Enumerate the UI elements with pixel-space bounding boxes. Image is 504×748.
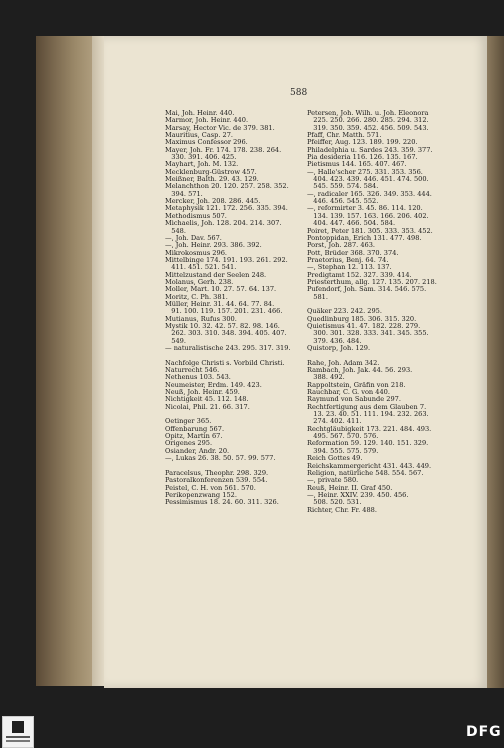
index-line: 581. [307,292,328,301]
index-line: Rauchbar, C. G. von 440. [307,388,390,397]
index-line: Perikopenzwang 152. [165,490,237,499]
index-line: Mikrokosmus 296. [165,248,227,257]
index-line: Peistel, C. H. von 561. 570. [165,483,256,492]
index-line: 379. 436. 484. [307,336,362,345]
index-line: 274. 402. 411. [307,417,362,426]
index-line: Mittelbinge 174. 191. 193. 261. 292. [165,255,288,264]
index-line: Rambach, Joh. Jak. 44. 56. 293. [307,366,413,375]
index-line: 548. [165,226,186,235]
index-line: Metaphysik 121. 172. 256. 335. 394. [165,204,288,213]
index-line: Mutianus, Rufus 300. [165,314,237,323]
index-line: —, Halle'scher 275. 331. 353. 356. [307,167,423,176]
index-line: Oetinger 365. [165,417,212,426]
index-line: Quedlinburg 185. 306. 315. 320. [307,314,417,323]
index-line: 225. 250. 266. 280. 285. 294. 312. [307,116,429,125]
index-line: Neuß, Joh. Heinr. 459. [165,388,240,397]
index-line: Mystik 10. 32. 42. 57. 82. 98. 146. [165,321,280,330]
index-line: Pietismus 144. 165. 407. 467. [307,160,407,169]
index-line: Mittelzustand der Seelen 248. [165,270,267,279]
index-line: Religion, natürliche 548. 554. 567. [307,468,424,477]
index-line: —, Heinr. XXIV. 239. 450. 456. [307,490,409,499]
index-line: Rappoltstein, Gräfin von 218. [307,380,406,389]
page-edge-right [487,36,504,688]
index-line: Pott, Brüder 368. 370. 374. [307,248,399,257]
index-line: Offenbarung 567. [165,424,225,433]
index-line: Moritz, C. Ph. 381. [165,292,228,301]
index-line: Mayer, Joh. Fr. 174. 178. 238. 264. [165,145,282,154]
index-line: Naturrecht 546. [165,366,220,375]
index-line: Michaelis, Joh. 128. 204. 214. 307. [165,219,282,228]
index-line: Poiret, Peter 181. 305. 333. 353. 452. [307,226,433,235]
index-line: Molanus, Gerh. 238. [165,277,234,286]
index-line: Pufendorf, Joh. Sam. 314. 546. 575. [307,285,427,294]
index-line: — naturalistische 243. 295. 317. 319. [165,344,291,352]
index-line: Reich Gottes 49. [307,454,363,463]
index-line: Nichtigkeit 45. 112. 148. [165,395,249,404]
index-line: 388. 492. [307,373,345,382]
index-line: Müller, Heinr. 31. 44. 64. 77. 84. [165,299,275,308]
index-line: 300. 301. 328. 333. 341. 345. 355. [307,329,429,338]
index-line: 508. 520. 531. [307,498,362,507]
dfg-logo: DFG [466,724,502,740]
index-line: —, reformirter 3. 45. 86. 114. 120. [307,204,423,213]
index-line: 319. 350. 359. 452. 456. 509. 543. [307,123,429,132]
index-line: 394. 571. [165,189,203,198]
index-line: Reuß, Heinr. II. Graf 450. [307,483,393,492]
index-line: Osiander, Andr. 20. [165,446,230,455]
index-line: Philadelphia u. Sardes 243. 359. 377. [307,145,433,154]
index-line: Pastoralkonferenzen 539. 554. [165,476,268,485]
index-line: Methodismus 507. [165,211,227,220]
index-line: Mai, Joh. Heinr. 440. [165,109,235,117]
index-line: 394. 555. 575. 579. [307,446,379,455]
index-line: Predigtamt 152. 327. 339. 414. [307,270,412,279]
index-line: Richter, Chr. Fr. 488. [307,505,377,514]
index-line: 330. 391. 406. 425. [165,153,237,162]
index-line: Quietismus 41. 47. 182. 228. 279. [307,321,421,330]
index-line: 13. 23. 40. 51. 111. 194. 232. 263. [307,410,429,419]
library-logo [2,716,34,748]
index-line: —, Joh. Dav. 567. [165,233,222,242]
index-line: Quäker 223. 242. 295. [307,307,382,316]
index-line: Paracelsus, Theophr. 298. 329. [165,468,269,477]
page-number: 588 [290,88,308,98]
index-line: Marmor, Joh. Heinr. 440. [165,116,249,125]
index-line: Pia desideria 116. 126. 135. 167. [307,153,418,162]
index-line: —, radicaler 165. 326. 349. 353. 444. [307,189,432,198]
index-line: Origenes 295. [165,439,213,448]
index-line: Melanchthon 20. 120. 257. 258. 352. [165,182,289,191]
index-line: 545. 559. 574. 584. [307,182,379,191]
index-line: Raymund von Sabunde 297. [307,395,401,404]
index-line: Pessimismus 18. 24. 60. 311. 326. [165,498,279,507]
viewer-footer [0,712,504,748]
index-line: Mauritius, Casp. 27. [165,131,234,140]
index-line: 446. 456. 545. 552. [307,197,379,206]
index-line: Priesterthum, allg. 127. 135. 207. 218. [307,277,437,286]
index-line: Quistorp, Joh. 129. [307,344,371,352]
index-line: Porst, Joh. 287. 463. [307,241,376,250]
index-line: Neumeister, Erdm. 149. 423. [165,380,262,389]
index-line: 411. 451. 521. 541. [165,263,237,272]
index-column-left [165,110,303,507]
index-line: Pfeiffer, Aug. 123. 189. 199. 220. [307,138,418,147]
index-line: Reichskammergericht 431. 443. 449. [307,461,432,470]
index-line: Meißner, Balth. 29. 43. 129. [165,175,259,184]
index-line: Marsay, Hector Vic. de 379. 381. [165,123,275,132]
index-line: 549. [165,336,186,345]
index-line: Maximus Confessor 296. [165,138,248,147]
index-line: Nachfolge Christi s. Vorbild Christi. [165,358,285,367]
index-column-right [307,110,447,514]
index-line: Opitz, Martin 67. [165,432,223,441]
index-line: —, Stephan 12. 113. 137. [307,263,392,272]
index-line: Rechtfertigung aus dem Glauben 7. [307,402,427,411]
index-line: 495. 567. 570. 576. [307,432,379,441]
index-line: Mercker, Joh. 208. 286. 445. [165,197,261,206]
index-line: Mecklenburg-Güstrow 457. [165,167,257,176]
index-line: Reformation 59. 129. 140. 151. 329. [307,439,429,448]
index-line: Praetorius, Benj. 64. 74. [307,255,389,264]
index-line: Pontoppidan, Erich 131. 477. 498. [307,233,422,242]
book-spine [36,36,100,686]
index-line: Petersen, Joh. Wilh. u. Joh. Eleonora [307,109,429,117]
index-line: Pfaff, Chr. Matth. 571. [307,131,382,140]
index-line: Nethenus 103. 543. [165,373,231,382]
index-line: Rechtgläubigkeit 173. 221. 484. 493. [307,424,432,433]
index-line: 91. 100. 119. 157. 201. 231. 466. [165,307,283,316]
index-line: 134. 139. 157. 163. 166. 206. 402. [307,211,429,220]
index-line: —, private 580. [307,476,359,485]
index-line: Rahe, Joh. Adam 342. [307,358,380,367]
index-line: —, Lukas 26. 38. 50. 57. 99. 577. [165,454,276,463]
index-line: Moller, Mart. 10. 27. 57. 64. 137. [165,285,277,294]
index-line: Nicolai, Phil. 21. 66. 317. [165,402,250,411]
index-line: 404. 423. 439. 446. 451. 474. 500. [307,175,429,184]
index-line: Mayhart, Joh. M. 132. [165,160,239,169]
index-line: 262. 303. 310. 348. 394. 405. 407. [165,329,287,338]
index-line: 404. 447. 466. 504. 584. [307,219,396,228]
index-line: —, Joh. Heinr. 293. 386. 392. [165,241,262,250]
